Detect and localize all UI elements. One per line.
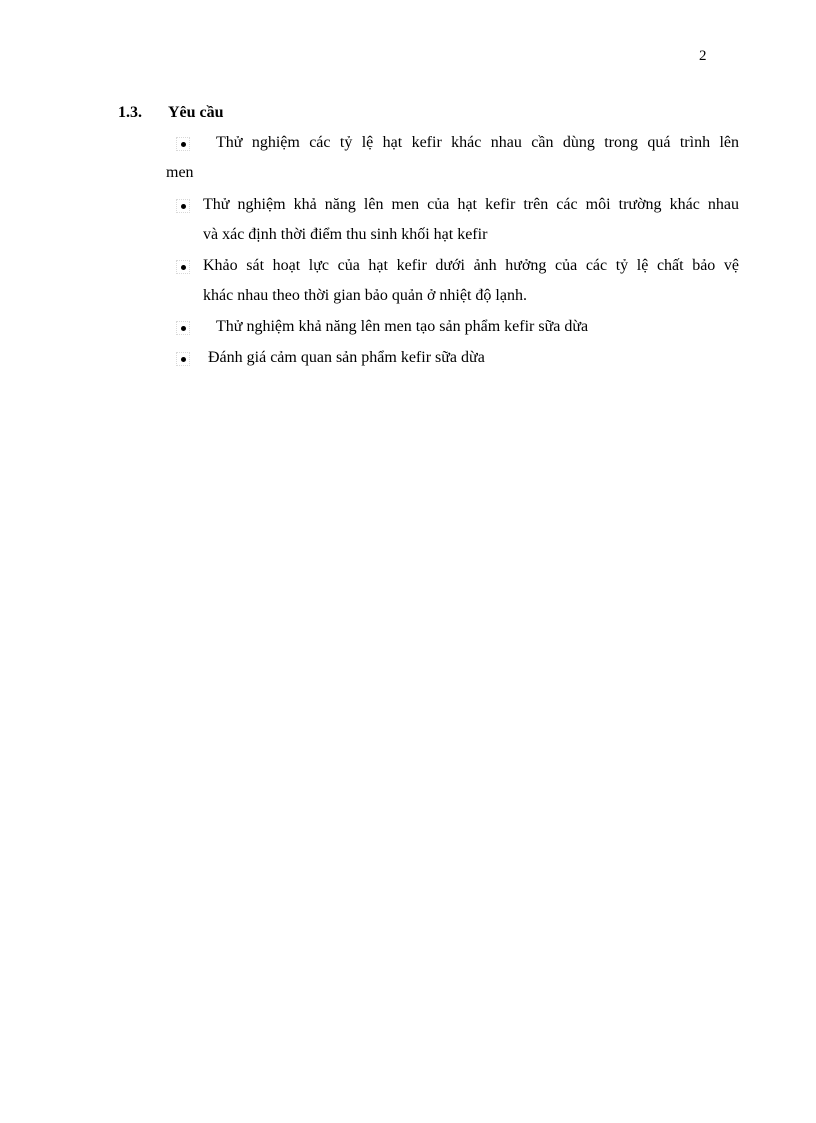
bullet-4-line-1: Thử nghiệm khả năng lên men tạo sản phẩm kefir sữa dừa	[216, 318, 589, 335]
section-number: 1.3.	[118, 104, 142, 121]
bullet-marker	[176, 260, 190, 274]
bullet-2-line-1: Thử nghiệm khả năng lên men của hạt kefir trên các môi trường khác nhau	[203, 196, 739, 213]
bullet-marker	[176, 321, 190, 335]
section-heading	[118, 104, 224, 122]
bullet-5-line-1: Đánh giá cảm quan sản phẩm kefir sữa dừa	[208, 349, 485, 366]
bullet-marker	[176, 137, 190, 151]
section-title: Yêu cầu	[168, 104, 224, 121]
page-number: 2	[699, 48, 707, 64]
bullet-2-line-2: và xác định thời điểm thu sinh khối hạt kefir	[203, 226, 488, 243]
bullet-3-line-2: khác nhau theo thời gian bảo quản ở nhiệt độ lạnh.	[203, 287, 527, 304]
bullet-1-line-1: Thử nghiệm các tỷ lệ hạt kefir khác nhau cần dùng trong quá trình lên	[216, 134, 739, 151]
bullet-marker	[176, 199, 190, 213]
bullet-marker	[176, 352, 190, 366]
bullet-1-line-2: men	[166, 164, 194, 181]
bullet-3-line-1: Khảo sát hoạt lực của hạt kefir dưới ảnh hưởng của các tỷ lệ chất bảo vệ	[203, 257, 739, 274]
